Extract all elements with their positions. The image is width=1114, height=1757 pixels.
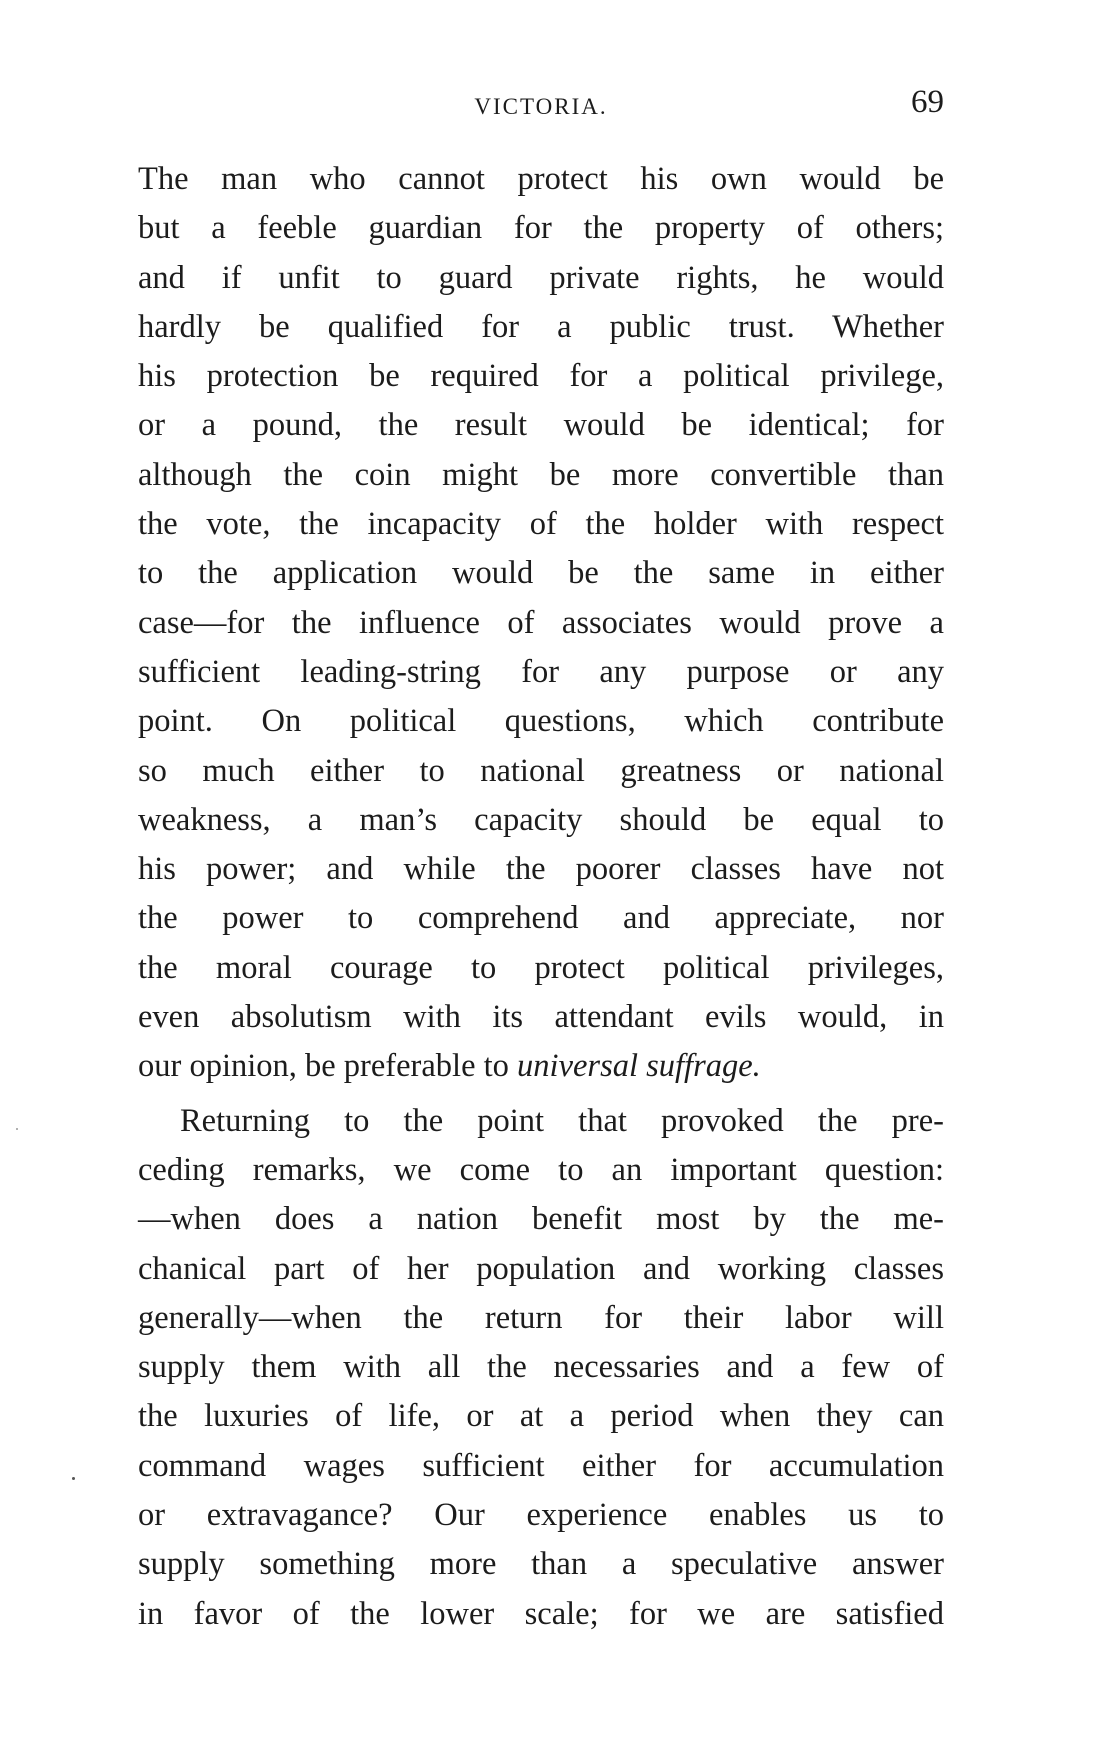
text-line: supply them with all the necessaries and a few of — [138, 1349, 944, 1386]
text-line: so much either to national greatness or national — [138, 752, 944, 789]
text-line: ceding remarks, we come to an important question: — [138, 1151, 944, 1188]
text-line: his power; and while the poorer classes have not — [138, 851, 944, 888]
text-line: command wages sufficient either for accumulation — [138, 1447, 944, 1484]
text-line: although the coin might be more convertible than — [138, 456, 944, 493]
text-line: his protection be required for a political privilege, — [138, 358, 944, 395]
paper-speck — [72, 1477, 75, 1480]
text-line: or a pound, the result would be identical; for — [138, 407, 944, 444]
text-line: even absolutism with its attendant evils would, in — [138, 999, 944, 1036]
text-line: but a feeble guardian for the property of others; — [138, 210, 944, 247]
page-number: 69 — [911, 84, 944, 120]
text-line: the luxuries of life, or at a period when they can — [138, 1398, 944, 1435]
paragraph-1 — [138, 155, 944, 1092]
text-line: the vote, the incapacity of the holder with respect — [138, 506, 944, 543]
text-line: weakness, a man’s capacity should be equal to — [138, 801, 944, 838]
text-line-start: our opinion, be preferable to — [138, 1048, 518, 1085]
italic-phrase: universal suffrage. — [517, 1048, 761, 1085]
text-line: case—for the influence of associates would prove a — [138, 604, 944, 641]
text-line: supply something more than a speculative answer — [138, 1546, 944, 1583]
text-line: generally—when the return for their labor will — [138, 1299, 944, 1336]
text-line: —when does a nation benefit most by the me- — [138, 1201, 944, 1238]
body-text — [138, 155, 944, 1639]
text-line: The man who cannot protect his own would be — [138, 161, 944, 197]
text-line: sufficient leading-string for any purpose or any — [138, 653, 944, 690]
text-line: in favor of the lower scale; for we are satisfied — [138, 1595, 944, 1632]
text-line: the power to comprehend and appreciate, nor — [138, 900, 944, 937]
running-title: VICTORIA. — [474, 94, 608, 119]
text-line: to the application would be the same in either — [138, 555, 944, 592]
text-line: or extravagance? Our experience enables us to — [138, 1497, 944, 1534]
running-header — [138, 84, 944, 124]
text-line: hardly be qualified for a public trust. Whether — [138, 308, 944, 345]
text-line: and if unfit to guard private rights, he would — [138, 259, 944, 296]
text-line: chanical part of her population and working classes — [138, 1250, 944, 1287]
text-line-last — [138, 1042, 944, 1091]
text-line: point. On political questions, which contribute — [138, 703, 944, 740]
paragraph-2 — [138, 1097, 944, 1639]
text-line: the moral courage to protect political privileges, — [138, 949, 944, 986]
paper-speck — [16, 1128, 18, 1130]
text-line: Returning to the point that provoked the pre- — [180, 1102, 944, 1139]
